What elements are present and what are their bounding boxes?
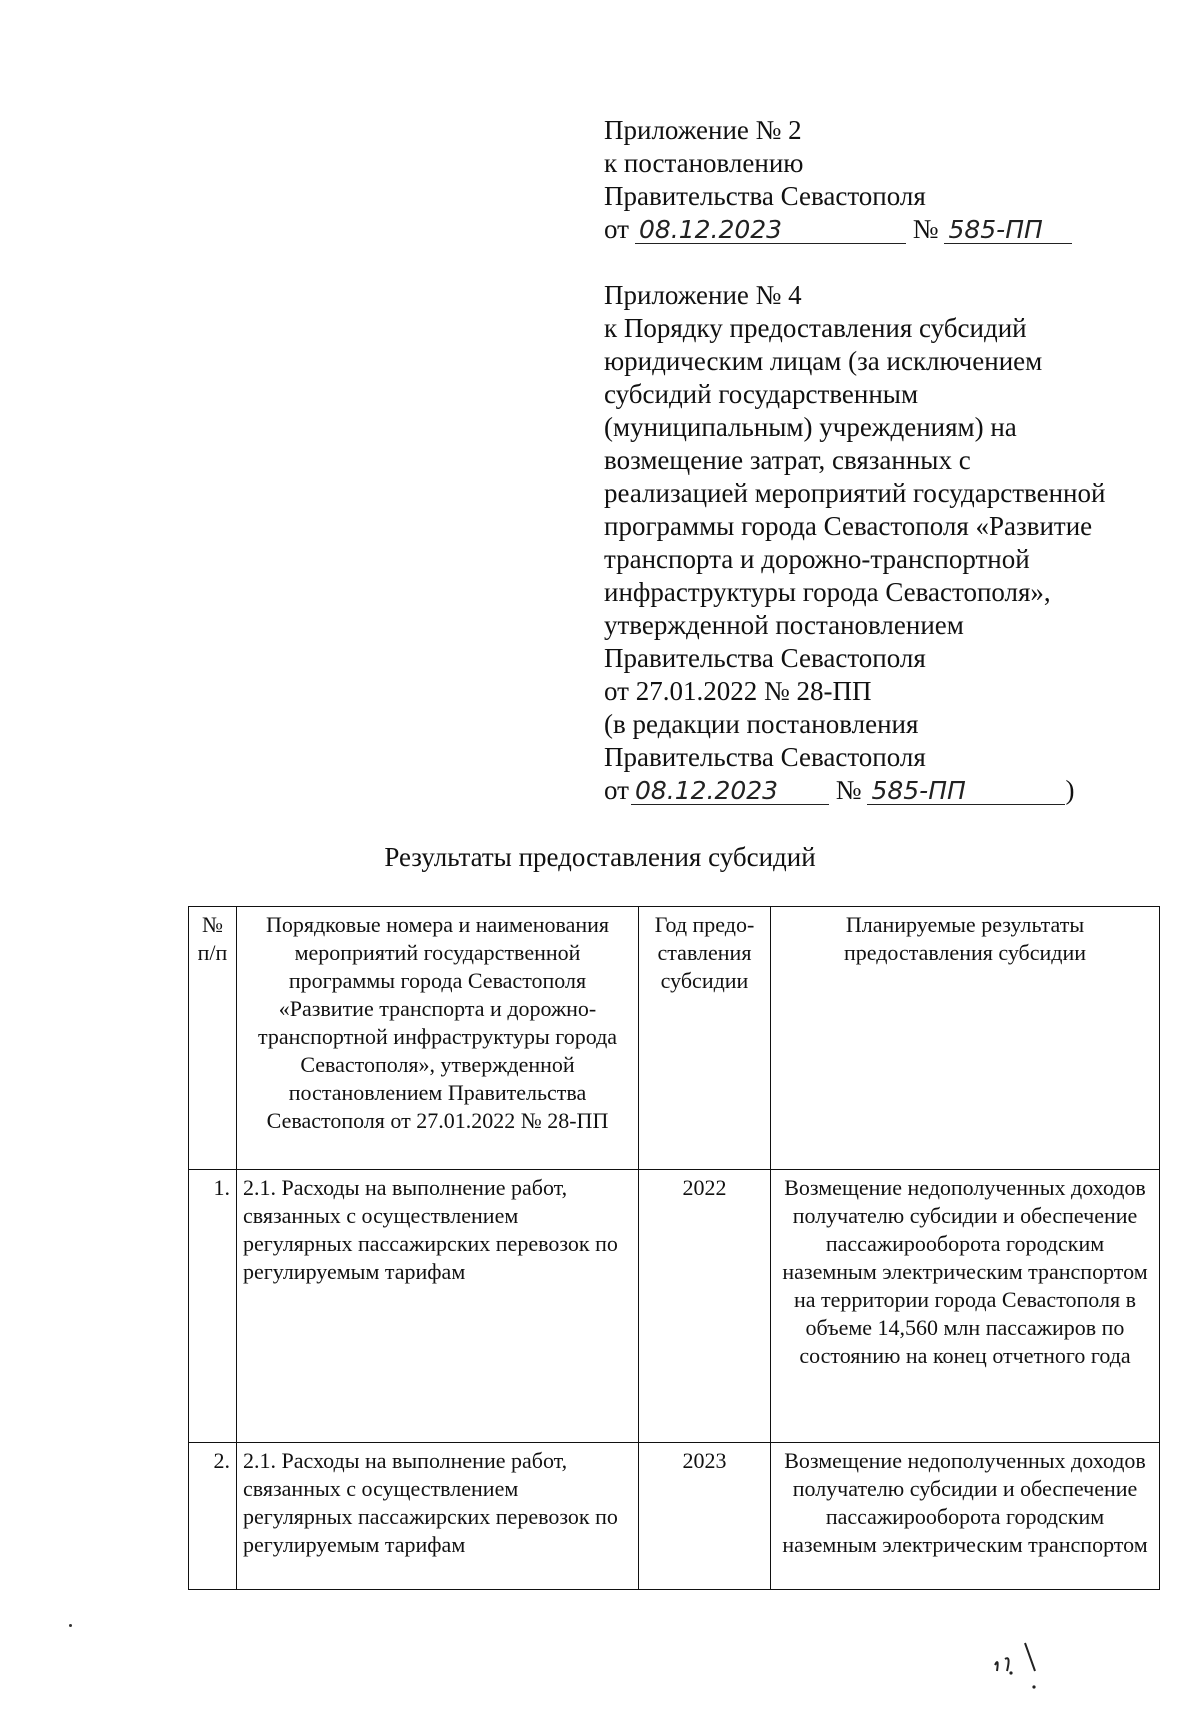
table-row (189, 1170, 1160, 1443)
appendix-4-line: (муниципальным) учреждениям) на (604, 412, 1017, 442)
appendix-4-line: субсидий государственным (604, 379, 919, 409)
column-header-results: Планируемые результаты предоставления субсидии (771, 907, 1160, 1170)
appendix-2-date-line (604, 213, 1072, 246)
handwritten-date: 08.12.2023 (631, 778, 829, 805)
scan-speck (69, 1624, 72, 1627)
row-year: 2023 (639, 1443, 771, 1590)
row-result: Возмещение недополученных доходов получателю субсидии и обеспечение пассажирооборота городским наземным электрическим транспортом на территории города Севастополя в объеме 14,560 млн пассажиров по состоянию на конец отчетного года (771, 1170, 1160, 1443)
handwritten-number: 585-ПП (944, 217, 1072, 244)
table-row (189, 1443, 1160, 1590)
appendix-4-line: Правительства Севастополя (604, 742, 926, 772)
appendix-2-line: к постановлению (604, 148, 804, 178)
appendix-4-line: возмещение затрат, связанных с (604, 445, 971, 475)
column-header-event: Порядковые номера и наименования мероприятий государственной программы города Севастополя «Развитие транспорта и дорожно-транспортной инфраструктуры города Севастополя», утвержденной постановлением Правительства Севастополя от 27.01.2022 № 28-ПП (237, 907, 639, 1170)
handwritten-date: 08.12.2023 (635, 217, 906, 244)
row-event: 2.1. Расходы на выполнение работ, связанных с осуществлением регулярных пассажирских перевозок по регулируемым тарифам (237, 1170, 639, 1443)
appendix-4-line: транспорта и дорожно-транспортной (604, 544, 1030, 574)
column-header-number: № п/п (189, 907, 237, 1170)
number-prefix: № (835, 775, 862, 805)
appendix-4-line: программы города Севастополя «Развитие (604, 511, 1093, 541)
handwritten-mark (985, 1635, 1055, 1695)
appendix-4-line: Правительства Севастополя (604, 643, 926, 673)
appendix-4-line: юридическим лицам (за исключением (604, 346, 1043, 376)
appendix-2-block (604, 114, 1072, 246)
appendix-4-line: реализацией мероприятий государственной (604, 478, 1106, 508)
column-header-year: Год предо-ставления субсидии (639, 907, 771, 1170)
appendix-4-line: к Порядку предоставления субсидий (604, 313, 1027, 343)
row-year: 2022 (639, 1170, 771, 1443)
number-prefix: № (912, 214, 939, 244)
handwritten-number: 585-ПП (867, 778, 1065, 805)
closing-paren: ) (1065, 775, 1075, 805)
appendix-4-line: Приложение № 4 (604, 280, 802, 310)
results-table (188, 906, 1160, 1590)
appendix-2-line: Приложение № 2 (604, 115, 802, 145)
row-result: Возмещение недополученных доходов получателю субсидии и обеспечение пассажирооборота городским наземным электрическим транспортом (771, 1443, 1160, 1590)
from-prefix: от (604, 214, 629, 244)
from-prefix: от (604, 775, 629, 805)
table-header-row (189, 907, 1160, 1170)
row-number: 1. (189, 1170, 237, 1443)
page-title: Результаты предоставления субсидий (384, 842, 816, 872)
appendix-2-line: Правительства Севастополя (604, 181, 926, 211)
appendix-4-block (604, 279, 1105, 807)
row-number: 2. (189, 1443, 237, 1590)
appendix-4-line: от 27.01.2022 № 28-ПП (604, 676, 872, 706)
appendix-4-line: утвержденной постановлением (604, 610, 964, 640)
appendix-4-date-line (604, 774, 1105, 807)
row-event: 2.1. Расходы на выполнение работ, связанных с осуществлением регулярных пассажирских перевозок по регулируемым тарифам (237, 1443, 639, 1590)
appendix-4-line: (в редакции постановления (604, 709, 919, 739)
appendix-4-line: инфраструктуры города Севастополя», (604, 577, 1051, 607)
